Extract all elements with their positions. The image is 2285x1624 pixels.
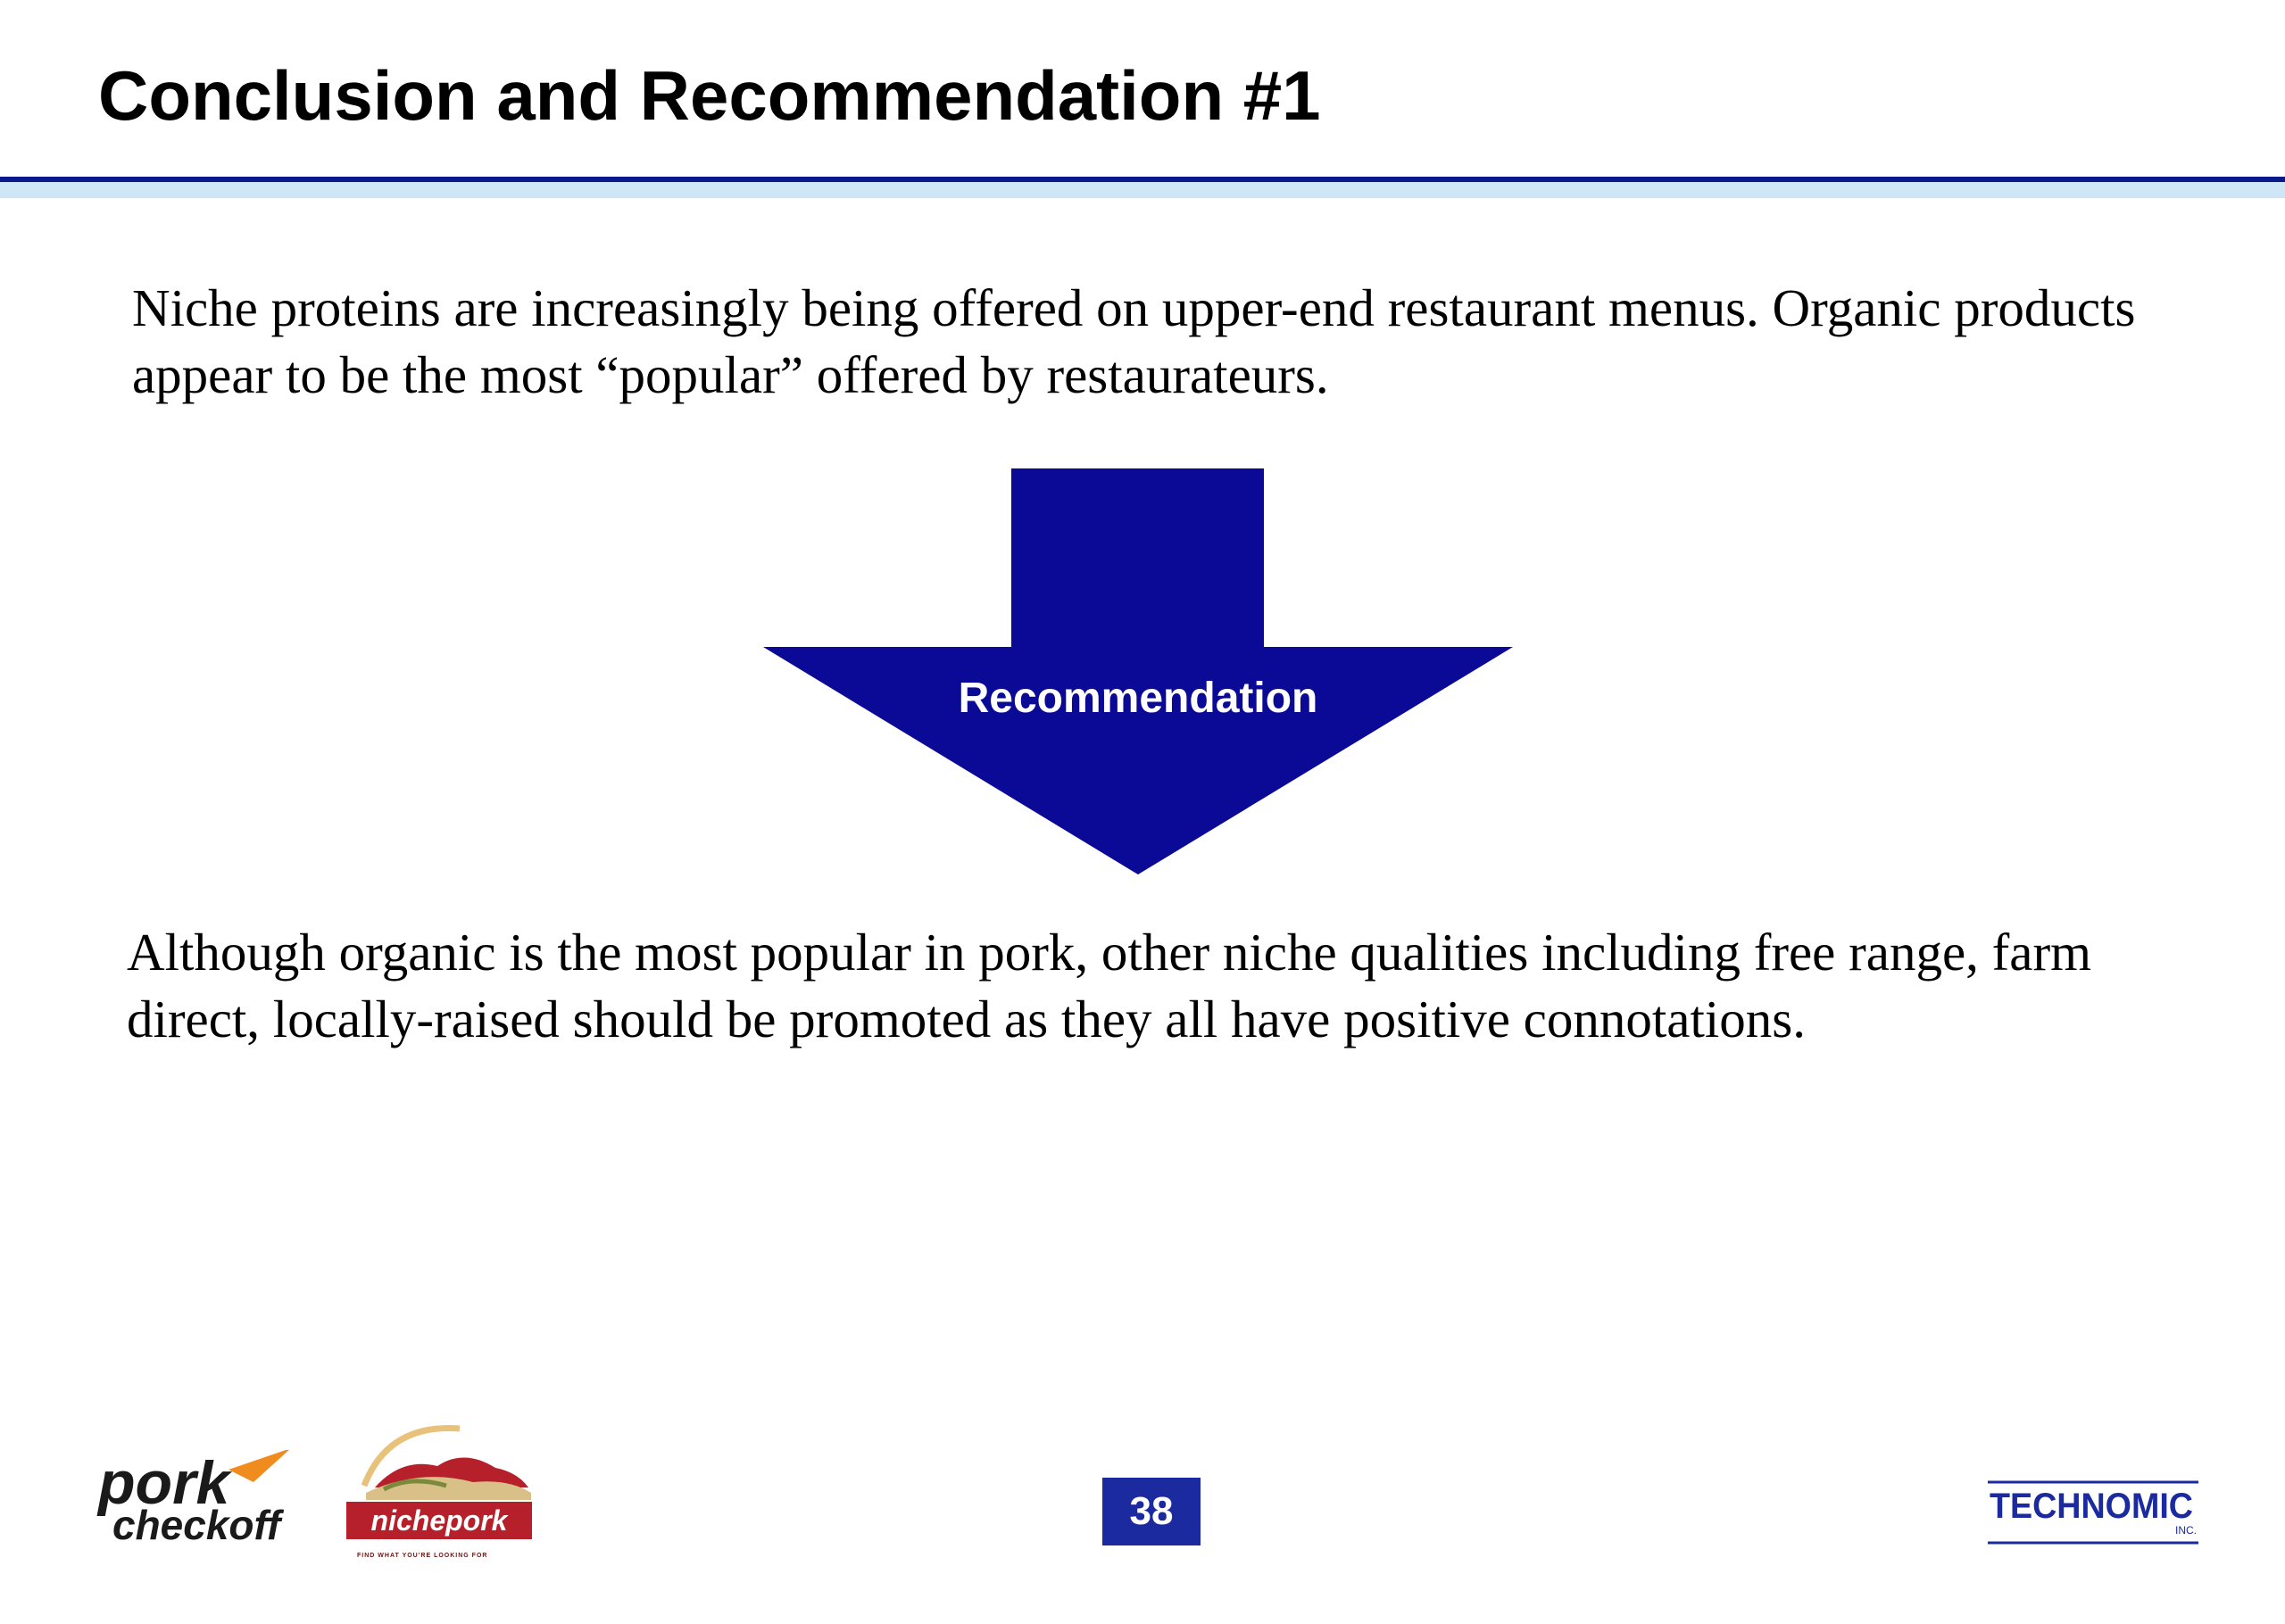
- nichepork-logo: [339, 1423, 544, 1566]
- nichepork-word: nichepork: [370, 1504, 508, 1537]
- conclusion-text: Niche proteins are increasingly being offered on upper-end restaurant menus. Organic products appear to be the most “popular” offered by restaurateurs.: [132, 278, 2136, 404]
- page-number: 38: [1102, 1478, 1201, 1545]
- slide-title: Conclusion and Recommendation #1: [98, 56, 1321, 135]
- technomic-inc: INC.: [2175, 1524, 2197, 1537]
- pork-word: pork: [98, 1450, 230, 1517]
- nichepork-tagline: FIND WHAT YOU'RE LOOKING FOR: [357, 1553, 488, 1559]
- checkoff-word: checkoff: [112, 1502, 281, 1548]
- down-arrow-icon: [763, 468, 1513, 874]
- pork-checkoff-logo: [96, 1450, 302, 1557]
- recommendation-text: Although organic is the most popular in pork, other niche qualities including free range, farm direct, locally-raised should be promoted as they all have positive connotations.: [127, 923, 2092, 1048]
- recommendation-arrow: [763, 468, 1513, 874]
- technomic-logo: [1986, 1477, 2200, 1548]
- arrow-label: Recommendation: [958, 675, 1318, 722]
- technomic-word: TECHNOMIC: [1990, 1487, 2193, 1526]
- title-divider-light: [0, 182, 2285, 198]
